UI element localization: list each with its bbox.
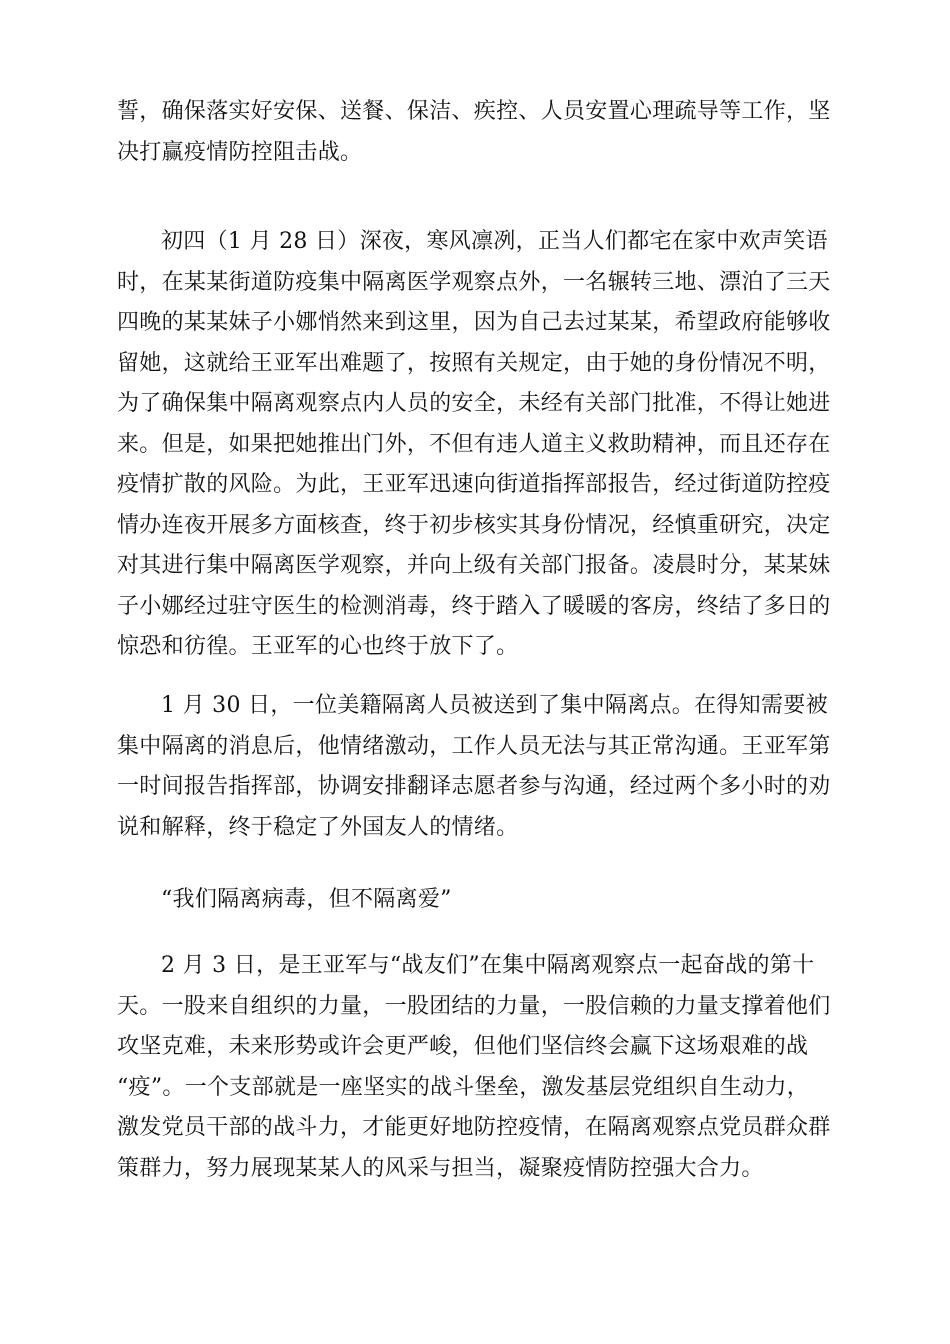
text-line: 时，在某某街道防疫集中隔离医学观察点外，一名辗转三地、漂泊了三天 [117,269,831,295]
text-line: 誓，确保落实好安保、送餐、保洁、疾控、人员安置心理疏导等工作，坚 [117,99,831,124]
text-line: 情办连夜开展多方面核查，终于初步核实其身份情况，经慎重研究，决定 [117,512,831,538]
text-line: 策群力，努力展现某某人的风采与担当，凝聚疫情防控强大合力。 [117,1155,764,1181]
text-line: 激发党员干部的战斗力，才能更好地防控疫情，在隔离观察点党员群众群 [117,1115,831,1140]
text-line: 集中隔离的消息后，他情绪激动，工作人员无法与其正常沟通。王亚军第 [117,733,831,759]
paragraph-1 [117,92,837,173]
text-line: 天。一股来自组织的力量，一股团结的力量，一股信赖的力量支撑着他们 [117,993,831,1019]
text-line: 决打赢疫情防控阻击战。 [117,139,363,165]
text-line: 四晚的某某妹子小娜悄然来到这里，因为自己去过某某，希望政府能够收 [117,310,831,335]
text-line: 攻坚克难，未来形势或许会更严峻，但他们坚信终会赢下这场艰难的战 [117,1034,809,1059]
text-line: “疫”。一个支部就是一座坚实的战斗堡垒，激发基层党组织自生动力， [117,1074,810,1100]
text-line: 留她，这就给王亚军出难题了，按照有关规定，由于她的身份情况不明， [117,350,831,376]
text-line: 来。但是，如果把她推出门外，不但有违人道主义救助精神，而且还存在 [117,431,831,457]
paragraph-3 [117,686,837,848]
text-line: 1 月 30 日，一位美籍隔离人员被送到了集中隔离点。在得知需要被 [161,693,828,718]
text-line: 2 月 3 日，是王亚军与“战友们”在集中隔离观察点一起奋战的第十 [161,953,815,978]
section-heading [117,880,837,921]
text-line: 子小娜经过驻守医生的检测消毒，终于踏入了暖暖的客房，终结了多日的 [117,593,831,619]
text-line: 一时间报告指挥部，协调安排翻译志愿者参与沟通，经过两个多小时的劝 [117,774,831,799]
text-line: 初四（1 月 28 日）深夜，寒风凛冽，正当人们都宅在家中欢声笑语 [161,229,828,254]
text-line: 惊恐和彷徨。王亚军的心也终于放下了。 [117,634,519,659]
text-line: 对其进行集中隔离医学观察，并向上级有关部门报备。凌晨时分，某某妹 [117,553,831,578]
text-line: 为了确保集中隔离观察点内人员的安全，未经有关部门批准，不得让她进 [117,391,831,416]
text-line: 说和解释，终于稳定了外国友人的情绪。 [117,814,519,840]
paragraph-2 [117,222,837,668]
text-line: “我们隔离病毒，但不隔离爱” [161,887,452,912]
text-line: 疫情扩散的风险。为此，王亚军迅速向街道指挥部报告，经过街道防控疫 [117,472,831,497]
paragraph-4 [117,946,837,1189]
